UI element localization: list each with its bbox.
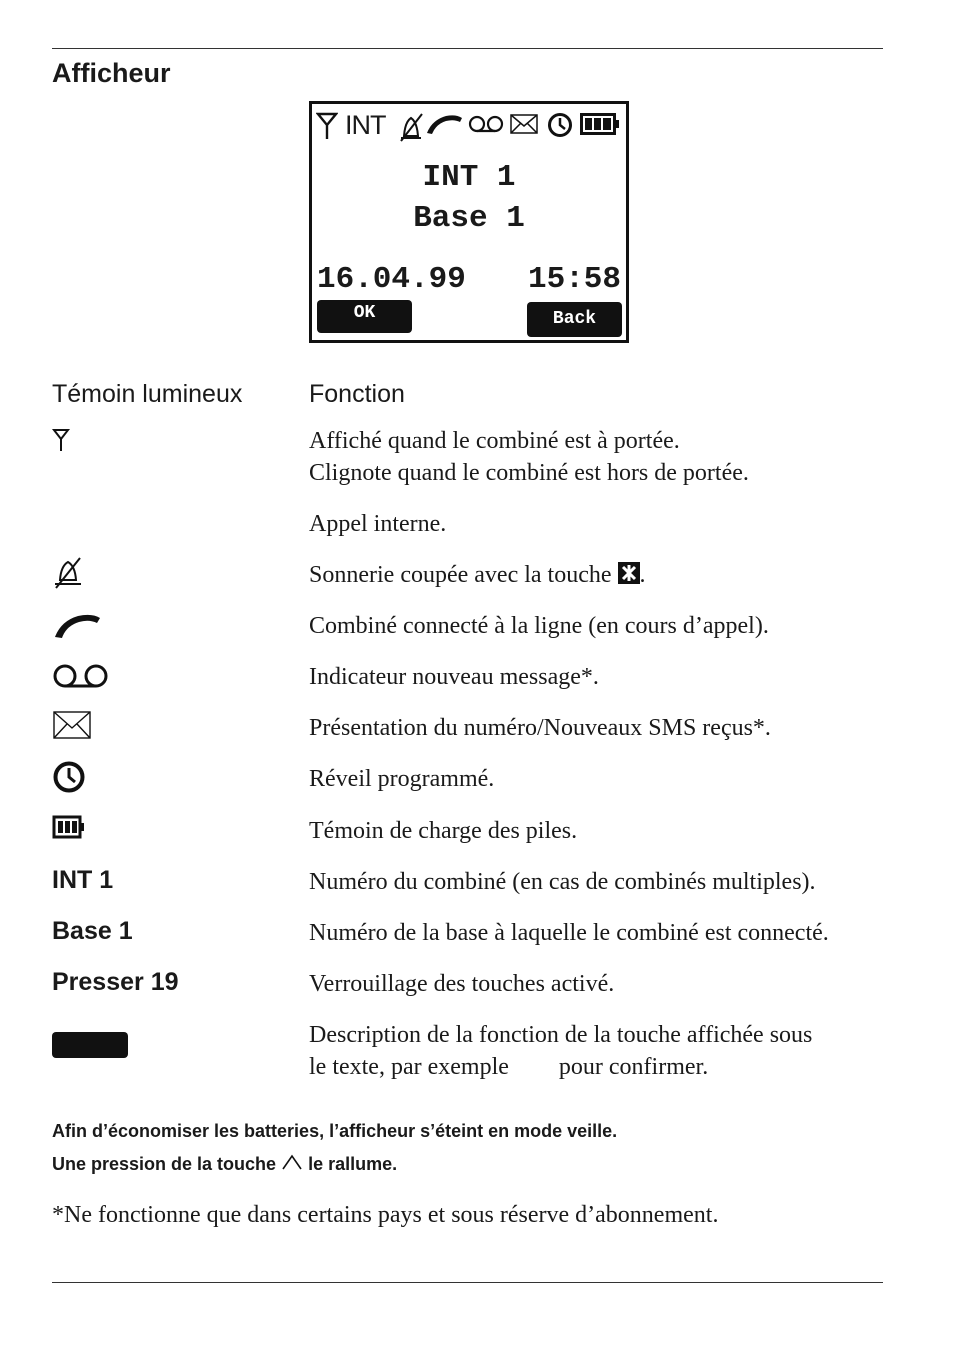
- ringer-off-icon: [52, 556, 84, 590]
- voicemail-icon: [468, 112, 504, 134]
- row-desc-line: Clignote quand le combiné est hors de portée.: [309, 460, 749, 486]
- softkey-ok: OK: [317, 300, 412, 333]
- note-standby: Afin d’économiser les batteries, l’afficheur s’éteint en mode veille.: [52, 1121, 618, 1141]
- status-int-label: INT: [345, 110, 386, 140]
- row-desc-line: le texte, par exemple: [309, 1054, 509, 1080]
- row-desc-ringer: [309, 559, 889, 591]
- row-desc-line: Affiché quand le combiné est à portée.: [309, 428, 680, 454]
- display-time: 15:58: [527, 262, 621, 297]
- star-key-icon: [618, 562, 640, 584]
- row-desc-softkey: [309, 1019, 889, 1083]
- phone-display: [309, 101, 629, 343]
- note-wakeup-text: Une pression de la touche: [52, 1154, 277, 1174]
- section-title: Afficheur: [52, 58, 171, 88]
- column-header-function: Fonction: [309, 380, 405, 408]
- row-desc-line: pour confirmer.: [558, 1054, 709, 1080]
- column-header-indicator: Témoin lumineux: [52, 380, 243, 408]
- bottom-rule: [52, 1282, 883, 1283]
- row-desc-internal-call: Appel interne.: [309, 511, 447, 537]
- label-int-1: INT 1: [52, 866, 114, 894]
- row-desc-handset: Combiné connecté à la ligne (en cours d’appel).: [309, 613, 769, 639]
- up-key-icon: [281, 1153, 303, 1171]
- voicemail-icon: [52, 663, 110, 689]
- display-line-2: Base 1: [413, 201, 525, 236]
- label-presser-19: Presser 19: [52, 968, 179, 996]
- row-desc-battery: Témoin de charge des piles.: [309, 818, 578, 844]
- row-desc-alarm: Réveil programmé.: [309, 766, 495, 792]
- row-desc-period: .: [639, 562, 646, 588]
- antenna-icon: [316, 112, 338, 140]
- softkey-bar-icon: [52, 1032, 128, 1058]
- display-line-1: INT 1: [422, 160, 516, 195]
- row-desc-line: Description de la fonction de la touche affichée sous: [309, 1022, 813, 1048]
- battery-icon: [580, 112, 620, 136]
- row-desc-voicemail: Indicateur nouveau message*.: [309, 664, 599, 690]
- row-desc-base: Numéro de la base à laquelle le combiné est connecté.: [309, 920, 829, 946]
- antenna-icon: [52, 428, 70, 452]
- label-base-1: Base 1: [52, 917, 133, 945]
- softkey-back: Back: [527, 302, 622, 337]
- row-desc-int: Numéro du combiné (en cas de combinés multiples).: [309, 869, 816, 895]
- note-wakeup: [52, 1153, 397, 1175]
- row-desc-line: Sonnerie coupée avec la touche: [309, 562, 612, 588]
- footnote: *Ne fonctionne que dans certains pays et sous réserve d’abonnement.: [52, 1202, 719, 1228]
- display-date: 16.04.99: [317, 262, 466, 297]
- row-desc-antenna: [309, 425, 889, 489]
- envelope-icon: [510, 112, 538, 136]
- handset-icon: [424, 112, 464, 136]
- top-rule: [52, 48, 883, 49]
- ringer-off-icon: [398, 112, 424, 142]
- note-wakeup-text-end: le rallume.: [308, 1154, 398, 1174]
- clock-icon: [52, 760, 86, 794]
- envelope-icon: [52, 710, 92, 740]
- clock-icon: [547, 112, 573, 138]
- row-desc-keylock: Verrouillage des touches activé.: [309, 971, 615, 997]
- battery-icon: [52, 814, 86, 840]
- handset-icon: [52, 612, 102, 640]
- row-desc-envelope: Présentation du numéro/Nouveaux SMS reçus*.: [309, 715, 771, 741]
